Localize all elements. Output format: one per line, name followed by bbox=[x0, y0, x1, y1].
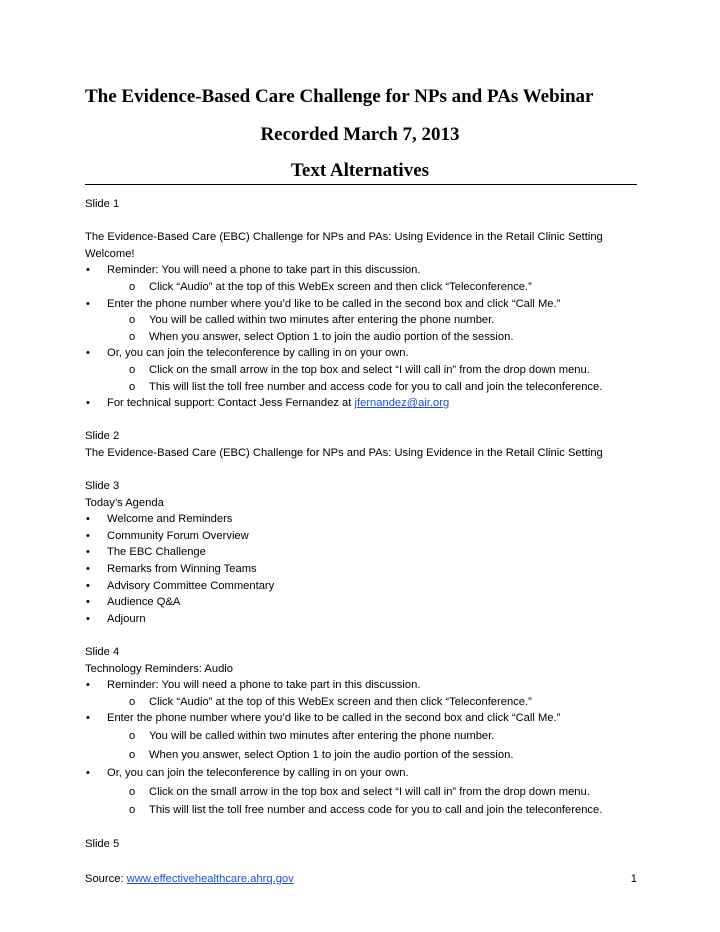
support-email-link[interactable]: jfernandez@air.org bbox=[354, 397, 450, 410]
bullet-icon: • bbox=[86, 596, 90, 609]
bullet-icon: • bbox=[86, 579, 90, 592]
bullet-icon: • bbox=[86, 264, 90, 277]
sub-bullet-icon: o bbox=[129, 785, 136, 798]
slide-4-title: Technology Reminders: Audio bbox=[85, 662, 234, 675]
document-body bbox=[85, 196, 645, 853]
list-item: • Enter the phone number where you’d like to be called in the second box and click “Call Me.” bbox=[85, 296, 645, 313]
sub-list-item: o This will list the toll free number and access code for you to call and join the teleconference. bbox=[85, 801, 645, 820]
bullet-icon: • bbox=[86, 397, 90, 410]
bullet-icon: • bbox=[86, 679, 90, 692]
sub-list-item: o When you answer, select Option 1 to join the audio portion of the session. bbox=[85, 329, 645, 346]
slide-2-title: The Evidence-Based Care (EBC) Challenge for NPs and PAs: Using Evidence in the Retail Clinic Setting bbox=[85, 446, 603, 459]
spacer bbox=[85, 820, 645, 837]
slide-5-heading: Slide 5 bbox=[85, 838, 120, 851]
spacer bbox=[85, 412, 645, 429]
agenda-item: • Advisory Committee Commentary bbox=[85, 578, 645, 595]
source-link[interactable]: www.effectivehealthcare.ahrq.gov bbox=[126, 873, 294, 885]
agenda-item: • Community Forum Overview bbox=[85, 528, 645, 545]
bullet-icon: • bbox=[86, 513, 90, 526]
recorded-date: Recorded March 7, 2013 bbox=[260, 124, 460, 145]
spacer bbox=[85, 627, 645, 644]
spacer bbox=[85, 213, 645, 230]
list-item: • Reminder: You will need a phone to take part in this discussion. bbox=[85, 262, 645, 279]
bullet-icon: • bbox=[86, 546, 90, 559]
list-item: • Reminder: You will need a phone to take part in this discussion. bbox=[85, 677, 645, 694]
agenda-item: • The EBC Challenge bbox=[85, 544, 645, 561]
agenda-item: • Remarks from Winning Teams bbox=[85, 561, 645, 578]
sub-list-item: o When you answer, select Option 1 to join the audio portion of the session. bbox=[85, 746, 645, 765]
document-subtitle: Text Alternatives bbox=[290, 160, 430, 181]
bullet-icon: • bbox=[86, 563, 90, 576]
agenda-item: • Welcome and Reminders bbox=[85, 511, 645, 528]
page-number: 1 bbox=[630, 873, 637, 885]
bullet-icon: • bbox=[86, 712, 90, 725]
slide-1-title: The Evidence-Based Care (EBC) Challenge for NPs and PAs: Using Evidence in the Retail Clinic Setting bbox=[85, 231, 603, 244]
slide-3-title: Today’s Agenda bbox=[85, 496, 164, 509]
sub-bullet-icon: o bbox=[129, 730, 136, 742]
bullet-icon: • bbox=[86, 529, 90, 542]
sub-bullet-icon: o bbox=[129, 748, 136, 761]
sub-bullet-icon: o bbox=[129, 330, 136, 343]
sub-bullet-icon: o bbox=[129, 695, 136, 708]
slide-3-heading: Slide 3 bbox=[85, 480, 120, 493]
spacer bbox=[85, 462, 645, 479]
sub-list-item: o Click “Audio” at the top of this WebEx screen and then click “Teleconference.” bbox=[85, 694, 645, 711]
slide-1-heading: Slide 1 bbox=[85, 198, 120, 210]
sub-list-item: o Click on the small arrow in the top box and select “I will call in” from the drop down menu. bbox=[85, 783, 645, 802]
slide-4-heading: Slide 4 bbox=[85, 646, 120, 659]
page-footer bbox=[85, 873, 637, 885]
sub-bullet-icon: o bbox=[129, 363, 136, 376]
list-item: • Or, you can join the teleconference by calling in on your own. bbox=[85, 764, 645, 783]
agenda-item: • Adjourn bbox=[85, 611, 645, 628]
document-title: The Evidence-Based Care Challenge for NPs and PAs Webinar bbox=[85, 86, 594, 107]
slide-1-welcome: Welcome! bbox=[85, 247, 135, 260]
bullet-icon: • bbox=[86, 612, 90, 625]
bullet-icon: • bbox=[86, 347, 90, 360]
sub-list-item: o Click on the small arrow in the top box and select “I will call in” from the drop down menu. bbox=[85, 362, 645, 379]
sub-list-item: o This will list the toll free number and access code for you to call and join the teleconference. bbox=[85, 379, 645, 396]
sub-list-item: o You will be called within two minutes after entering the phone number. bbox=[85, 312, 645, 329]
list-item: • Or, you can join the teleconference by calling in on your own. bbox=[85, 345, 645, 362]
bullet-icon: • bbox=[86, 297, 90, 310]
sub-list-item: o Click “Audio” at the top of this WebEx screen and then click “Teleconference.” bbox=[85, 279, 645, 296]
agenda-item: • Audience Q&A bbox=[85, 594, 645, 611]
sub-bullet-icon: o bbox=[129, 804, 136, 816]
header-divider bbox=[85, 184, 637, 185]
slide-2-heading: Slide 2 bbox=[85, 430, 120, 443]
list-item: • Enter the phone number where you’d like to be called in the second box and click “Call Me.” bbox=[85, 710, 645, 727]
sub-bullet-icon: o bbox=[129, 380, 136, 393]
sub-bullet-icon: o bbox=[129, 280, 136, 293]
sub-list-item: o You will be called within two minutes after entering the phone number. bbox=[85, 727, 645, 746]
source-label: Source: bbox=[85, 873, 127, 885]
sub-bullet-icon: o bbox=[129, 314, 136, 327]
bullet-icon: • bbox=[86, 767, 90, 779]
list-item: • For technical support: Contact Jess Fernandez at jfernandez@air.org bbox=[85, 395, 645, 412]
